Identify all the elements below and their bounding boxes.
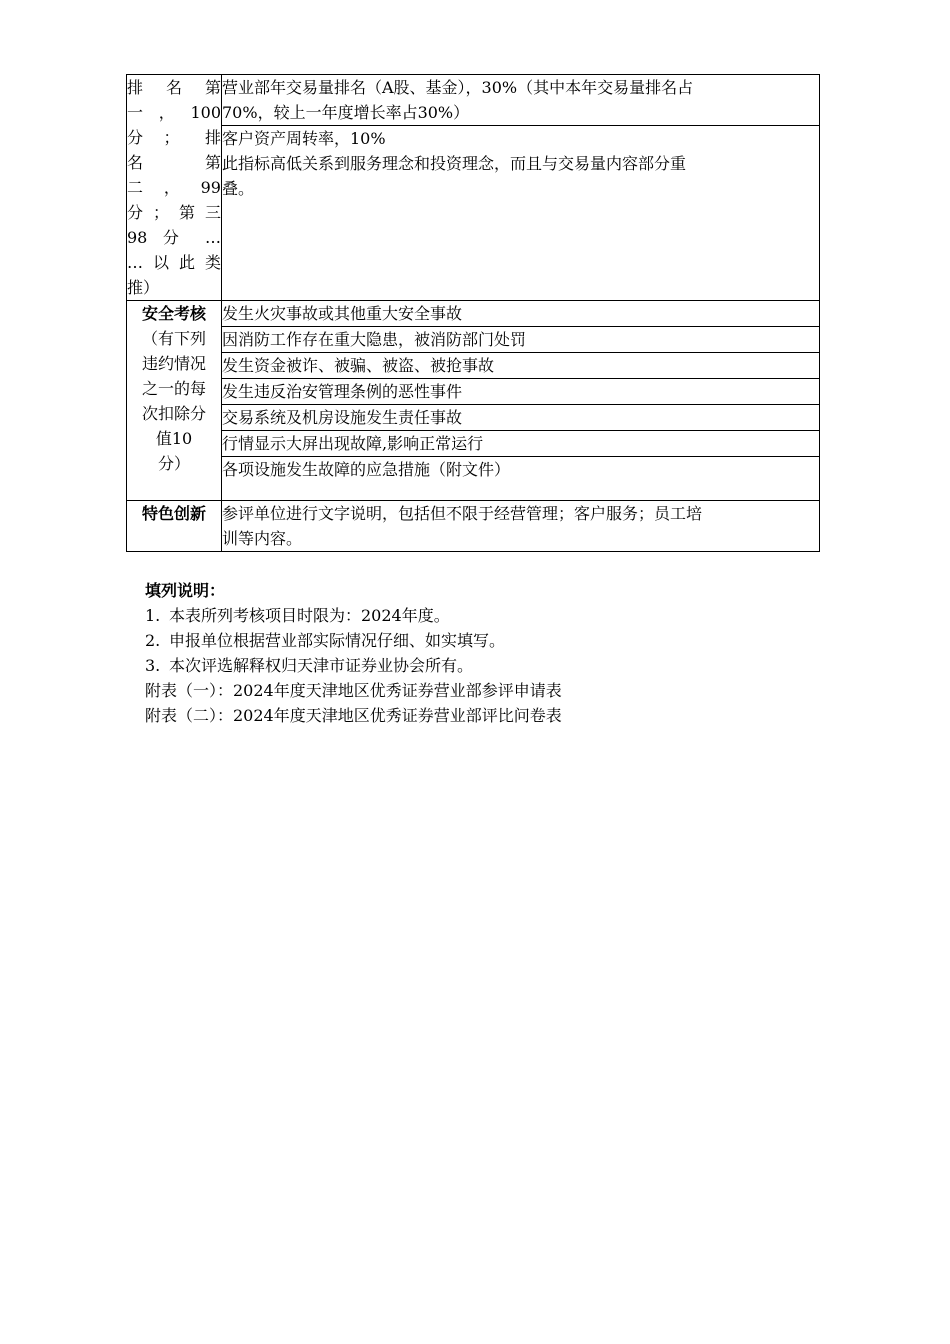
- ranking-scoring-cell: [127, 75, 222, 301]
- instruction-number: 2.: [145, 631, 161, 650]
- ranking-line: 推）: [127, 278, 160, 297]
- safety-item: 因消防工作存在重大隐患，被消防部门处罚: [222, 327, 820, 353]
- instruction-number: 1.: [145, 606, 161, 625]
- innovation-desc-cell: [222, 501, 820, 552]
- asset-turnover-criteria-cell: [222, 126, 820, 301]
- innovation-line: 参评单位进行文字说明，包括但不限于经营管理；客户服务；员工培: [222, 504, 703, 523]
- attachment-item: 附表（一）：2024年度天津地区优秀证券营业部参评申请表: [145, 681, 562, 700]
- safety-item: 交易系统及机房设施发生责任事故: [222, 405, 820, 431]
- safety-title: 安全考核: [141, 304, 206, 323]
- ranking-line: 分； 排: [127, 128, 221, 147]
- table-row: [127, 501, 820, 552]
- table-row: [127, 75, 820, 126]
- criteria-line: 客户资产周转率，10%: [222, 129, 386, 148]
- trading-volume-criteria-cell: [222, 75, 820, 126]
- safety-desc-line: 次扣除分: [141, 404, 206, 423]
- ranking-line: 一 ， 100: [127, 103, 221, 122]
- criteria-line: 叠。: [222, 179, 255, 198]
- criteria-line: 70%，较上一年度增长率占30%）: [222, 103, 470, 122]
- ranking-line: …以此类: [127, 253, 221, 272]
- attachment-item: 附表（二）：2024年度天津地区优秀证券营业部评比问卷表: [145, 706, 562, 725]
- ranking-line: 名 第: [127, 153, 221, 172]
- innovation-line: 训等内容。: [222, 529, 303, 548]
- safety-item: 发生违反治安管理条例的恶性事件: [222, 379, 820, 405]
- fill-instructions: [145, 578, 845, 728]
- ranking-scoring-text: [127, 75, 221, 300]
- ranking-line: 分；第三: [127, 203, 221, 222]
- ranking-line: 98 分 …: [127, 228, 221, 247]
- instruction-text: 申报单位根据营业部实际情况仔细、如实填写。: [169, 631, 506, 650]
- safety-desc-line: 之一的每: [141, 379, 206, 398]
- safety-item: 各项设施发生故障的应急措施（附文件）: [222, 457, 820, 501]
- criteria-line: 此指标高低关系到服务理念和投资理念，而且与交易量内容部分重: [222, 154, 687, 173]
- ranking-line: 二 ， 99: [127, 178, 221, 197]
- safety-item: 发生资金被诈、被骗、被盗、被抢事故: [222, 353, 820, 379]
- safety-desc-line: （有下列: [141, 329, 206, 348]
- evaluation-table: [126, 74, 820, 552]
- innovation-cell: [127, 501, 222, 552]
- table-row: [127, 405, 820, 431]
- table-row: [127, 431, 820, 457]
- table-row: [127, 327, 820, 353]
- safety-desc-line: 值10: [155, 429, 193, 448]
- instruction-item: [145, 603, 845, 628]
- instruction-item: [145, 653, 845, 678]
- safety-item: 行情显示大屏出现故障,影响正常运行: [222, 431, 820, 457]
- evaluation-table-section: [126, 74, 820, 552]
- safety-desc-line: 违约情况: [141, 354, 206, 373]
- innovation-title: 特色创新: [141, 504, 206, 523]
- instruction-text: 本表所列考核项目时限为：2024年度。: [169, 606, 450, 625]
- safety-assessment-cell: [127, 301, 222, 501]
- instruction-number: 3.: [145, 656, 161, 675]
- table-row: [127, 353, 820, 379]
- criteria-line: 营业部年交易量排名（A股、基金），30%（其中本年交易量排名占: [222, 78, 694, 97]
- instruction-item: [145, 628, 845, 653]
- table-row: [127, 379, 820, 405]
- ranking-line: 排 名 第: [127, 78, 221, 97]
- table-row: [127, 457, 820, 501]
- table-row: [127, 126, 820, 301]
- safety-desc-line: 分）: [157, 454, 190, 473]
- instruction-text: 本次评选解释权归天津市证券业协会所有。: [169, 656, 474, 675]
- instructions-title: 填列说明：: [145, 581, 226, 600]
- table-row: [127, 301, 820, 327]
- safety-item: 发生火灾事故或其他重大安全事故: [222, 301, 820, 327]
